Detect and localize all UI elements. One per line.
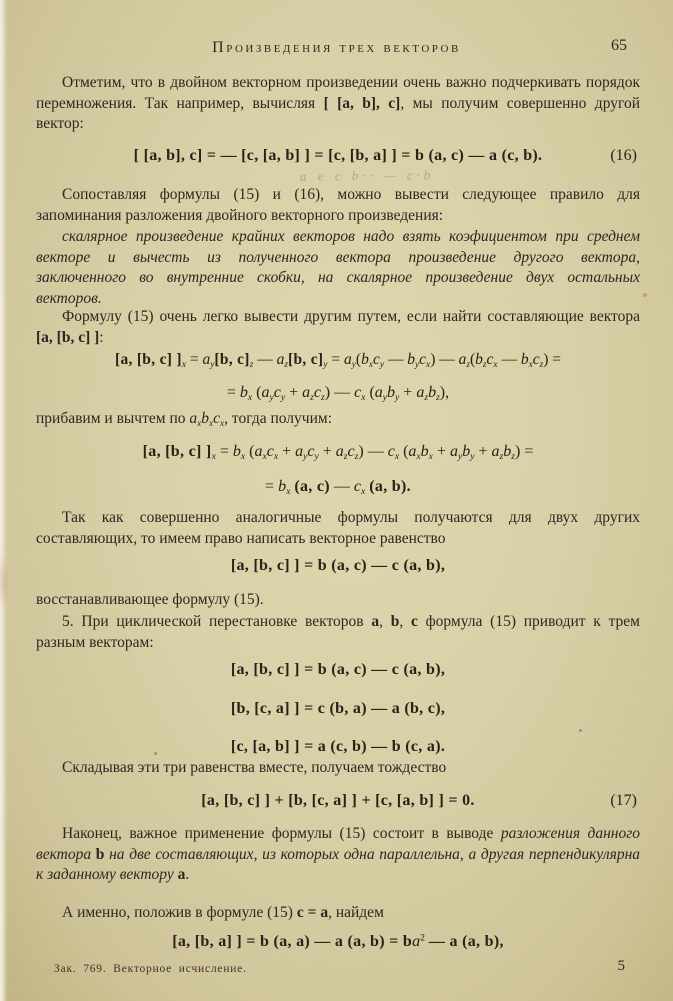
paper-speck (579, 729, 582, 732)
formula-17 (36, 792, 640, 810)
printer-imprint: Зак. 769. Векторное исчисление. (54, 963, 247, 975)
formula-final: [a, [b, a] ] = b (a, a) — a (a, $b) = ba^2$ — a (a, b), (172, 932, 504, 950)
page-number: 65 (611, 37, 627, 54)
paragraph-section5: 5. При циклической перестановке векторов a, b, c формула (15) приводит к трем разным векторам: (36, 613, 640, 651)
pencil-annotation: a e c b·· — c·b (299, 167, 435, 184)
formula-component-x-line2: = $b_x$ $(a_yc_y + a_zc_z)$ — $c_x$ $(a_yb_y + a_zb_z)$, (226, 384, 450, 403)
paragraph-derivation: Формулу (15) очень легко вывести другим путем, если найти составляющие вектора [a, [b, c] ]: (36, 308, 640, 346)
formula-vector-equality: [a, [b, c] ] = b (a, c) — c (a, b), (230, 557, 446, 574)
formula-cyclic-2: [b, [c, a] ] = c (b, a) — a (b, c), (230, 700, 446, 717)
formula-16-body: [ [a, b], c] = — [c, [a, b] ] = [c, [b, a] ] = b (a, c) — a (c, b). (133, 147, 543, 164)
paragraph-compare: Сопоставляя формулы (15) и (16), можно вывести следующее правило для запоминания разложения двойного векторного произведения: (36, 186, 640, 224)
paragraph-adding: Складывая эти три равенства вместе, получаем тождество (62, 759, 447, 776)
formula-cyclic-1: [a, [b, c] ] = b (a, c) — c (a, b), (230, 661, 446, 678)
equation-number-17: (17) (610, 792, 637, 809)
page-scan-edge (0, 0, 8, 1001)
paragraph-rule: скалярное произведение крайних векторов надо взять коэфициентом при среднем векторе и вычесть из полученного вектора произведение другого вектора, заключенного во внутренние скобки, на скалярное произведение двух остальных векторов. (36, 228, 640, 307)
formula-cyclic-3: [c, [a, b] ] = a (c, b) — b (c, a). (230, 738, 446, 755)
formula-17-body: [a, [b, c] ] + [b, [c, a] ] + [c, [a, b] ] = 0. (201, 792, 475, 809)
paragraph-restoring: восстанавливающее формулу (15). (36, 591, 264, 608)
formula-regrouped-line1: [a, [b, c] ]$_x = b_x$ $(a_xc_x + a_yc_y + a_zc_z)$ — $c_x$ $(a_xb_x + a_yb_y + a_zb_z)$ = (142, 443, 534, 462)
formula-16 (36, 147, 640, 165)
equation-number-16: (16) (610, 147, 637, 164)
edge-smudge (0, 552, 10, 612)
paragraph-namely: А именно, положив в формуле (15) c = a, найдем (62, 904, 384, 921)
paragraph-analogous: Так как совершенно аналогичные формулы получаются для двух других составляющих, то имеем право написать векторное равенство (36, 509, 640, 547)
paper-speck (643, 293, 647, 297)
paragraph-decomposition: Наконец, важное применение формулы (15) состоит в выводе разложения данного вектора b на две составляющих, из которых одна параллельна, а другая перпендикулярна к заданному вектору a. (36, 825, 641, 884)
formula-regrouped-line2: = $b_x$ (a, c) — $c_x$ (a, b). (265, 478, 411, 497)
paragraph-add-subtract: прибавим и вычтем по $a_xb_xc_x$, тогда получим: (36, 410, 332, 429)
sheet-number: 5 (617, 958, 625, 974)
paragraph-intro: Отметим, что в двойном векторном произведении очень важно подчеркивать порядок перемножения. Так например, вычисляя [ [a, b], c], мы получим совершенно другой вектор: (36, 74, 641, 133)
running-head-title: Произведения трех векторов (212, 39, 461, 56)
formula-component-x-line1: [a, [b, c] ]$_x = a_y[b$, $c]_z$ — $a_z[b$, $c]_y = a_y(b_xc_y$ — $b_yc_x$) — $a_z(b_zc_x$ — $b_xc_z$) = (114, 351, 561, 370)
